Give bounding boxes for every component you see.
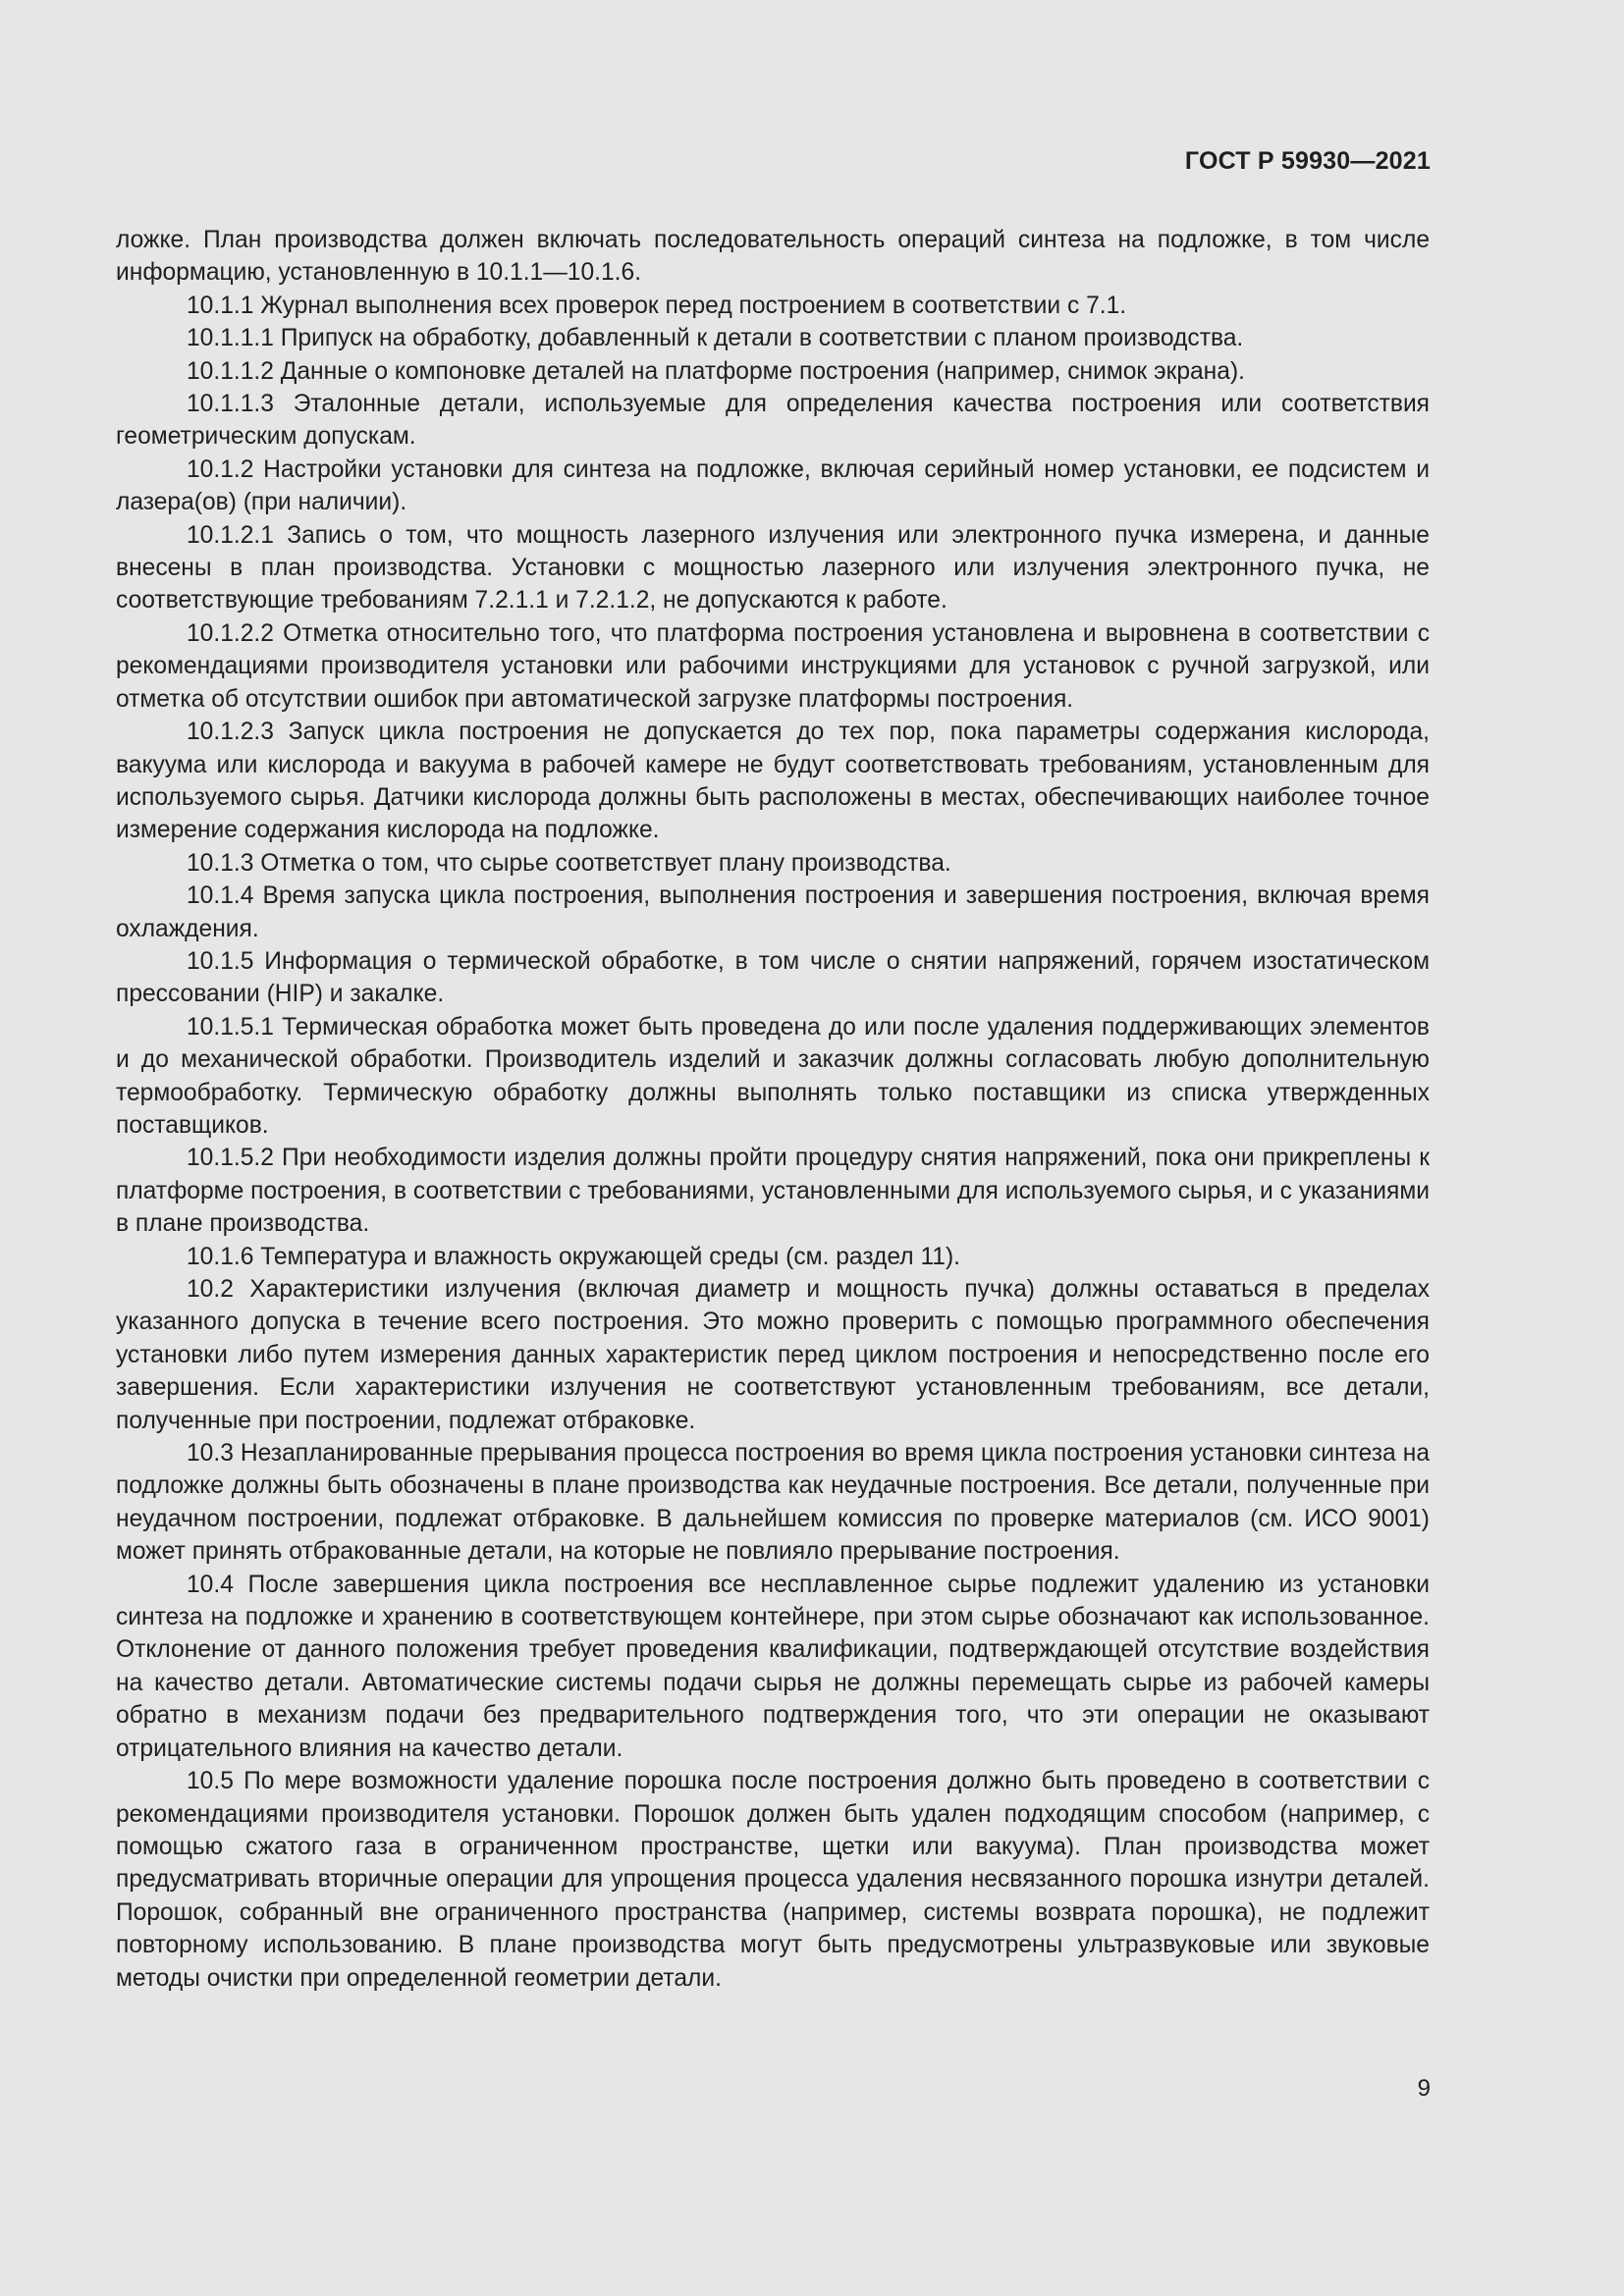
- paragraph: 10.1.5.2 При необходимости изделия должны пройти процедуру снятия напряжений, пока они прикреплены к платформе построения, в соответствии с требованиями, установленными для используемого сырья, и с указаниями в плане производства.: [116, 1145, 1430, 1238]
- document-body: [116, 224, 1430, 1995]
- paragraph: 10.1.2.3 Запуск цикла построения не допускается до тех пор, пока параметры содержания кислорода, вакуума или кислорода и вакуума в рабочей камере не будут соответствовать требованиям, установленным для используемого сырья. Датчики кислорода должны быть расположены в местах, обеспечивающих наиболее точное измерение содержания кислорода на подложке.: [116, 719, 1430, 844]
- paragraph: 10.1.1.2 Данные о компоновке деталей на платформе построения (например, снимок экрана).: [187, 357, 1245, 385]
- paragraph: 10.1.1.1 Припуск на обработку, добавленный к детали в соответствии с планом производства.: [187, 325, 1244, 352]
- paragraph: 10.1.2 Настройки установки для синтеза на подложке, включая серийный номер установки, ее подсистем и лазера(ов) (при наличии).: [116, 455, 1430, 516]
- paragraph: 10.1.6 Температура и влажность окружающей среды (см. раздел 11).: [187, 1243, 961, 1270]
- paragraph: 10.1.3 Отметка о том, что сырье соответствует плану производства.: [187, 849, 951, 877]
- paragraph: 10.1.4 Время запуска цикла построения, выполнения построения и завершения построения, включая время охлаждения.: [116, 882, 1430, 942]
- paragraph: 10.5 По мере возможности удаление порошка после построения должно быть проведено в соответствии с рекомендациями производителя установки. Порошок должен быть удален подходящим способом (например, с помощью сжатого газа в ограниченном пространстве, щетки или вакуума). План производства может предусматривать вторичные операции для упрощения процесса удаления несвязанного порошка изнутри деталей. Порошок, собранный вне ограниченного пространства (например, системы возврата порошка), не подлежит повторному использованию. В плане производства могут быть предусмотрены ультразвуковые или звуковые методы очистки при определенной геометрии детали.: [116, 1768, 1430, 1992]
- paragraph: ложке. План производства должен включать последовательность операций синтеза на подложке, в том числе информацию, установленную в 10.1.1—10.1.6.: [116, 227, 1430, 287]
- paragraph: 10.1.5.1 Термическая обработка может быть проведена до или после удаления поддерживающих элементов и до механической обработки. Производитель изделий и заказчик должны согласовать любую дополнительную термообработку. Термическую обработку должны выполнять только поставщики из списка утвержденных поставщиков.: [116, 1013, 1430, 1139]
- paragraph: 10.2 Характеристики излучения (включая диаметр и мощность пучка) должны оставаться в пределах указанного допуска в течение всего построения. Это можно проверить с помощью программного обеспечения установки либо путем измерения данных характеристик перед циклом построения и непосредственно после его завершения. Если характеристики излучения не соответствуют установленным требованиям, все детали, полученные при построении, подлежат отбраковке.: [116, 1276, 1430, 1434]
- document-header: ГОСТ Р 59930—2021: [1184, 147, 1431, 175]
- paragraph: 10.4 После завершения цикла построения все несплавленное сырье подлежит удалению из установки синтеза на подложке и хранению в соответствующем контейнере, при этом сырье обозначают как использованное. Отклонение от данного положения требует проведения квалификации, подтверждающей отсутствие воздействия на качество детали. Автоматические системы подачи сырья не должны перемещать сырье из рабочей камеры обратно в механизм подачи без предварительного подтверждения того, что эти операции не оказывают отрицательного влияния на качество детали.: [116, 1571, 1430, 1762]
- paragraph: 10.3 Незапланированные прерывания процесса построения во время цикла построения установки синтеза на подложке должны быть обозначены в плане производства как неудачные построения. Все детали, полученные при неудачном построении, подлежат отбраковке. В дальнейшем комиссия по проверке материалов (см. ИСО 9001) может принять отбракованные детали, на которые не повлияло прерывание построения.: [116, 1440, 1430, 1566]
- paragraph: 10.1.1.3 Эталонные детали, используемые для определения качества построения или соответствия геометрическим допускам.: [116, 391, 1430, 451]
- paragraph: 10.1.1 Журнал выполнения всех проверок перед построением в соответствии с 7.1.: [187, 292, 1127, 319]
- paragraph: 10.1.2.1 Запись о том, что мощность лазерного излучения или электронного пучка измерена, и данные внесены в план производства. Установки с мощностью лазерного или излучения электронного пучка, не соответствующие требованиям 7.2.1.1 и 7.2.1.2, не допускаются к работе.: [116, 521, 1430, 614]
- paragraph: 10.1.5 Информация о термической обработке, в том числе о снятии напряжений, горячем изостатическом прессовании (HIP) и закалке.: [116, 947, 1430, 1008]
- paragraph: 10.1.2.2 Отметка относительно того, что платформа построения установлена и выровнена в соответствии с рекомендациями производителя установки или рабочими инструкциями для установок с ручной загрузкой, или отметка об отсутствии ошибок при автоматической загрузке платформы построения.: [116, 619, 1430, 713]
- page-number: 9: [1417, 2075, 1431, 2102]
